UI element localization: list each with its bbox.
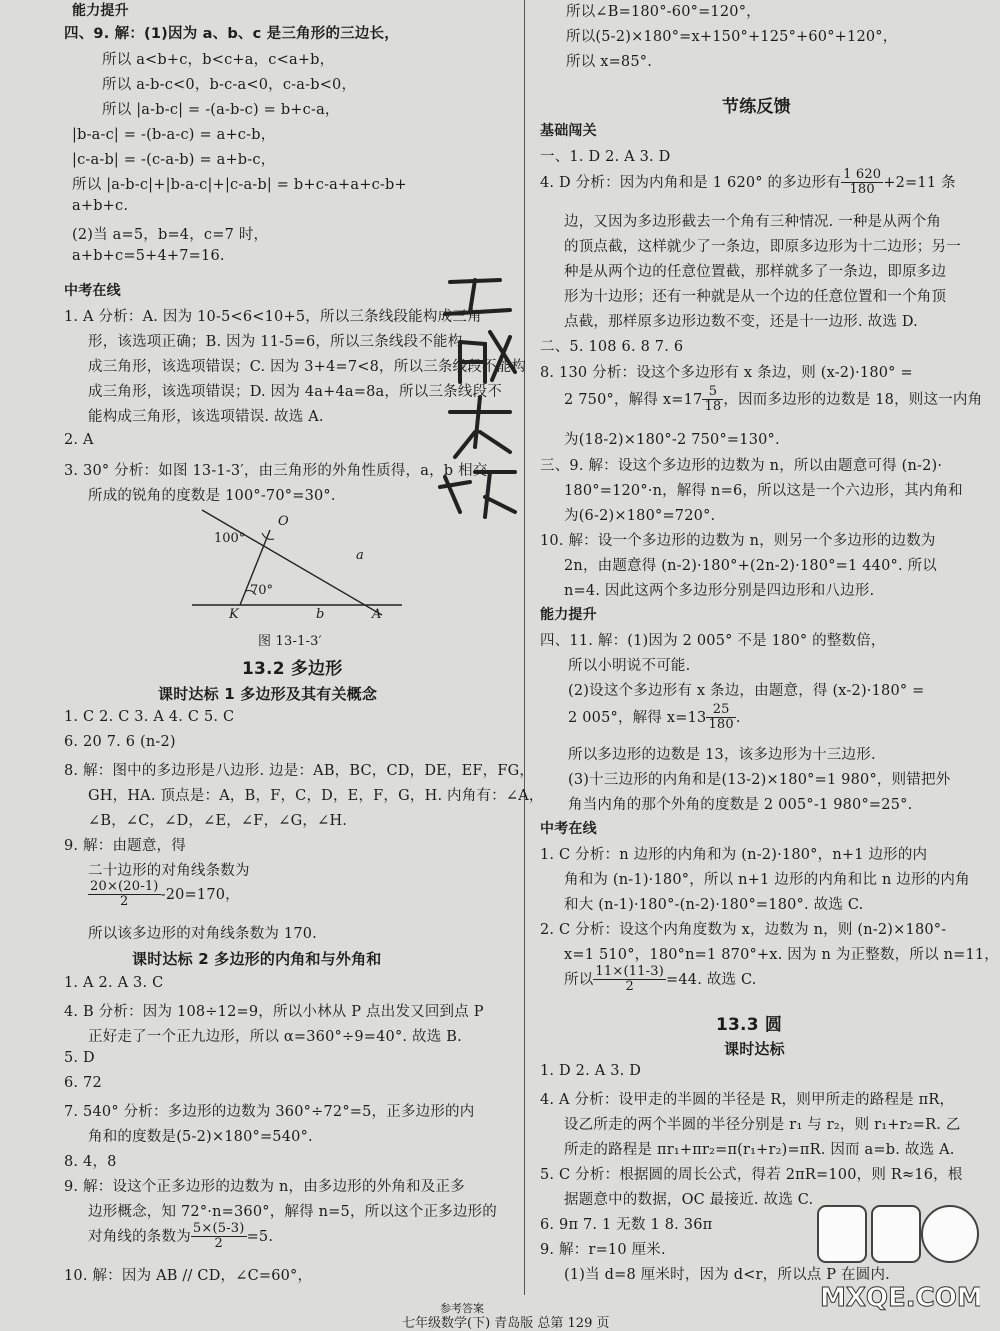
q9-line: 所以 a<b+c，b<c+a，c<a+b， (102, 52, 335, 68)
fraction-tail: . (735, 709, 741, 726)
footer-page-info: 七年级数学(下) 青岛版 总第 129 页 (402, 1316, 610, 1331)
q9-line: (2)当 a=5，b=4，c=7 时， (72, 227, 269, 243)
label-k: K (229, 607, 239, 622)
footer-title: 参考答案 (440, 1302, 484, 1315)
fraction-numerator: 5 (702, 385, 723, 400)
fraction-denominator: 2 (214, 1236, 223, 1252)
watermark-graphic (810, 1198, 980, 1316)
c-line: 所走的路程是 πr₁+πr₂=π(r₁+r₂)=πR. 因而 a=b. 故选 A. (564, 1142, 955, 1158)
fraction-numerator: 25 (706, 703, 735, 718)
zk-right-line: 角和为 (n-1)·180°，所以 n+1 边形的内角和比 n 边形的内角 (564, 872, 970, 888)
zk-line: 能构成三角形，该选项错误. 故选 A. (88, 409, 324, 425)
label-b-line: b (316, 607, 325, 622)
fraction (702, 385, 723, 415)
a8-prefix: 2 750°，解得 x=17 (564, 391, 703, 408)
c-line: 6. 9π 7. 1 无数 1 8. 36π (540, 1217, 713, 1233)
q9-fraction-line (88, 880, 240, 910)
a9-line: 10. 解：设一个多边形的边数为 n，则另一个多边形的边数为 (540, 533, 936, 549)
a9-line: 2n，由题意得 (n-2)·180°+(2n-2)·180°=1 440°. 所以 (564, 558, 938, 574)
q9b-fraction-line (88, 1222, 273, 1252)
q9-end: 所以该多边形的对角线条数为 170. (88, 926, 317, 942)
c-line: 5. C 分析：根据圆的周长公式，得若 2πR=100，则 R≈16，根 (540, 1167, 963, 1183)
c-line: 设乙所走的两个半圆的半径分别是 r₁ 与 r₂，则 r₁+r₂=R. 乙 (564, 1117, 961, 1133)
zk-line: 所成的锐角的度数是 100°-70°=30°. (88, 488, 336, 504)
ks2-line: 1. A 2. A 3. C (64, 975, 164, 991)
a4-line: 形为十边形；还有一种就是从一个边的任意位置和一个角顶 (564, 289, 947, 305)
fraction-tail: =5. (246, 1228, 274, 1245)
q9-line: 四、9. 解：(1)因为 a、b、c 是三角形的三边长， (64, 26, 399, 42)
a4-line (540, 168, 956, 198)
a11-line: (2)设这个多边形有 x 条边，由题意，得 (x-2)·180° = (568, 683, 925, 699)
a11-line: 所以多边形的边数是 13，该多边形为十三边形. (568, 747, 876, 763)
subsection-title-ks1: 课时达标 1 多边形及其有关概念 (158, 685, 378, 703)
fraction-denominator: 2 (120, 894, 129, 910)
zk-right-line: 和大 (n-1)·180°-(n-2)·180°=180°. 故选 C. (564, 897, 864, 913)
label-a-line: a (356, 548, 364, 563)
fraction-numerator: 11×(11-3) (595, 964, 664, 979)
fraction (706, 703, 735, 733)
top-line: 所以 x=85°. (566, 54, 653, 70)
q9-line: |b-a-c| = -(b-a-c) = a+c-b， (72, 127, 276, 143)
line-a (202, 510, 382, 615)
fraction (841, 168, 883, 198)
subsection-title-ks: 课时达标 (724, 1040, 785, 1058)
q9-line: 所以 a-b-c<0，b-c-a<0，c-a-b<0， (102, 77, 357, 93)
a9-line: 为(6-2)×180°=720°. (564, 508, 716, 524)
a-line: 一、1. D 2. A 3. D (540, 149, 671, 165)
a8-line: 8. 130 分析：设这个多边形有 x 条边，则 (x-2)·180° = (540, 365, 913, 381)
fraction-denominator: 180 (708, 717, 734, 733)
a9-line: 180°=120°·n，解得 n=6，所以这是一个六边形，其内角和 (564, 483, 963, 499)
label-a-point: A (372, 607, 382, 622)
q9-line: 所以 |a-b-c|+|b-a-c|+|c-a-b| = b+c-a+a+c-b+ (72, 177, 407, 193)
a5-line: 二、5. 108 6. 8 7. 6 (540, 339, 684, 355)
a9-line: 三、9. 解：设这个多边形的边数为 n，所以由题意可得 (n-2)· (540, 458, 943, 474)
figure-caption: 图 13-1-3′ (258, 634, 322, 649)
fraction-numerator: 1 620 (843, 167, 882, 182)
triangle-figure (182, 505, 412, 620)
ks1-line: 1. C 2. C 3. A 4. C 5. C (64, 709, 235, 725)
fraction (593, 965, 666, 995)
a8-line3: 为(18-2)×180°-2 750°=130°. (564, 432, 780, 448)
a11-line: (3)十三边形的内角和是(13-2)×180°=1 980°，则错把外 (568, 772, 951, 788)
zk-line: 成三角形，该选项错误；C. 因为 3+4=7<8，所以三条线段不能构 (88, 359, 527, 375)
q10-line: 10. 解：因为 AB // CD，∠C=60°， (64, 1268, 313, 1284)
c-line: 据题意中的数据，OC 最接近. 故选 C. (564, 1192, 814, 1208)
section-heading-ability: 能力提升 (72, 3, 129, 19)
fraction-numerator: 20×(20-1) (90, 879, 159, 894)
zk2-fraction-line (564, 965, 757, 995)
c-line: 9. 解：r=10 厘米. (540, 1242, 666, 1258)
q9-line: 所以 |a-b-c| = -(a-b-c) = b+c-a， (102, 102, 340, 118)
svg-text:MXQE.COM: MXQE.COM (820, 1283, 980, 1313)
zk-line: 2. A (64, 432, 94, 448)
section-heading-zhongkao: 中考在线 (64, 283, 121, 299)
top-line: 所以∠B=180°-60°=120°， (566, 4, 761, 20)
fraction-denominator: 18 (704, 399, 722, 415)
column-divider (524, 0, 525, 1295)
zk-right-line: 2. C 分析：设这个内角度数为 x，边数为 n，则 (n-2)×180°- (540, 922, 947, 938)
handwriting-mark (430, 272, 530, 522)
ks2-line: 4. B 分析：因为 108÷12=9，所以小林从 P 点出发又回到点 P (64, 1004, 484, 1020)
ks2-line: 9. 解：设这个正多边形的边数为 n，由多边形的外角和及正多 (64, 1179, 465, 1195)
a11-fraction-line (568, 703, 741, 733)
a11-line: 角当内角的那个外角的度数是 2 005°-1 980°=25°. (568, 797, 913, 813)
zk-right-line: x=1 510°，180°n=1 870°+x. 因为 n 为正整数，所以 n=11， (564, 947, 1000, 963)
c-line: 1. D 2. A 3. D (540, 1063, 642, 1079)
fraction-tail: +2=11 条 (883, 174, 956, 191)
ks2-line: 5. D (64, 1050, 95, 1066)
watermark-logo (810, 1198, 980, 1316)
section-title-13-3: 13.3 圆 (716, 1015, 783, 1035)
subsection-title-ks2: 课时达标 2 多边形的内角和与外角和 (132, 950, 382, 968)
ks2-line: 正好走了一个正九边形，所以 α=360°÷9=40°. 故选 B. (88, 1029, 462, 1045)
ks2-line: 8. 4，8 (64, 1154, 117, 1170)
ks2-line: 边形概念，知 72°·n=360°，解得 n=5，所以这个正多边形的 (88, 1204, 497, 1220)
ks1-line: GH，HA. 顶点是：A，B，F，C，D，E，F，G，H. 内角有：∠A， (88, 788, 544, 804)
zk-right-line: 1. C 分析：n 边形的内角和为 (n-2)·180°，n+1 边形的内 (540, 847, 928, 863)
q9-line: a+b+c=5+4+7=16. (72, 248, 225, 264)
ks1-line: 二十边形的对角线条数为 (88, 863, 250, 879)
q9b-prefix: 对角线的条数为 (88, 1228, 191, 1245)
zk-line: 1. A 分析：A. 因为 10-5<6<10+5，所以三条线段能构成三角 (64, 309, 482, 325)
a9-line: n=4. 因此这两个多边形分别是四边形和八边形. (564, 583, 875, 599)
c-line: (1)当 d=8 厘米时，因为 d<r，所以点 P 在圆内. (564, 1267, 890, 1283)
ks2-line: 角和的度数是(5-2)×180°=540°. (88, 1129, 313, 1145)
ks2-line: 7. 540° 分析：多边形的边数为 360°÷72°=5，正多边形的内 (64, 1104, 475, 1120)
label-100: 100° (214, 531, 246, 546)
ks1-line: ∠B，∠C，∠D，∠E，∠F，∠G，∠H. (88, 813, 348, 829)
top-line: 所以(5-2)×180°=x+150°+125°+60°+120°， (566, 29, 898, 45)
q9-line: |c-a-b| = -(c-a-b) = a+b-c， (72, 152, 276, 168)
section-heading-ability-right: 能力提升 (540, 607, 597, 623)
a8-line2 (564, 385, 982, 415)
a4-line: 的顶点截，这样就少了一条边，即原多边形为十二边形；另一 (564, 239, 961, 255)
ks1-line: 8. 解：图中的多边形是八边形. 边是：AB，BC，CD，DE，EF，FG， (64, 763, 535, 779)
fraction-tail: =44. 故选 C. (666, 971, 757, 988)
fraction-denominator: 180 (849, 182, 875, 198)
fraction-denominator: 2 (625, 979, 634, 995)
ks1-line: 9. 解：由题意，得 (64, 838, 186, 854)
q9-line: a+b+c. (72, 198, 129, 214)
ks2-line: 6. 72 (64, 1075, 102, 1091)
a11-line: 所以小明说不可能. (568, 658, 691, 674)
fraction (191, 1222, 247, 1252)
section-title-jielian: 节练反馈 (722, 97, 791, 117)
a4-line: 边，又因为多边形截去一个角有三种情况. 一种是从两个角 (564, 214, 942, 230)
a4-line: 点截，那样原多边形边数不变，还是十一边形. 故选 D. (564, 314, 918, 330)
a11-line: 四、11. 解：(1)因为 2 005° 不是 180° 的整数倍， (540, 633, 886, 649)
fraction-tail: -20=170， (160, 886, 240, 903)
c-line: 4. A 分析：设甲走的半圆的半径是 R，则甲所走的路程是 πR， (540, 1092, 955, 1108)
zk-line: 3. 30° 分析：如图 13-1-3′，由三角形的外角性质得，a，b 相交 (64, 463, 488, 479)
zk-line: 形，该选项正确；B. 因为 11-5=6，所以三条线段不能构 (88, 334, 463, 350)
fraction (88, 880, 161, 910)
a4-prefix: 4. D 分析：因为内角和是 1 620° 的多边形有 (540, 174, 842, 191)
section-title-13-2: 13.2 多边形 (242, 659, 343, 679)
fraction-tail: ，因而多边形的边数是 18，则这一内角 (723, 391, 983, 408)
ks1-line: 6. 20 7. 6 (n-2) (64, 734, 176, 750)
label-70: 70° (250, 583, 274, 598)
a4-line: 种是从两个边的任意位置截，那样就多了一条边，即原多边 (564, 264, 947, 280)
fraction-numerator: 5×(5-3) (192, 1221, 245, 1236)
section-heading-jichu: 基础闯关 (540, 123, 597, 139)
label-o: O (278, 514, 289, 529)
a11-prefix: 2 005°，解得 x=13 (568, 709, 707, 726)
zk-line: 成三角形，该选项错误；D. 因为 4a+4a=8a，所以三条线段不 (88, 384, 502, 400)
section-heading-zhongkao-right: 中考在线 (540, 821, 597, 837)
zk2-prefix: 所以 (564, 971, 594, 988)
